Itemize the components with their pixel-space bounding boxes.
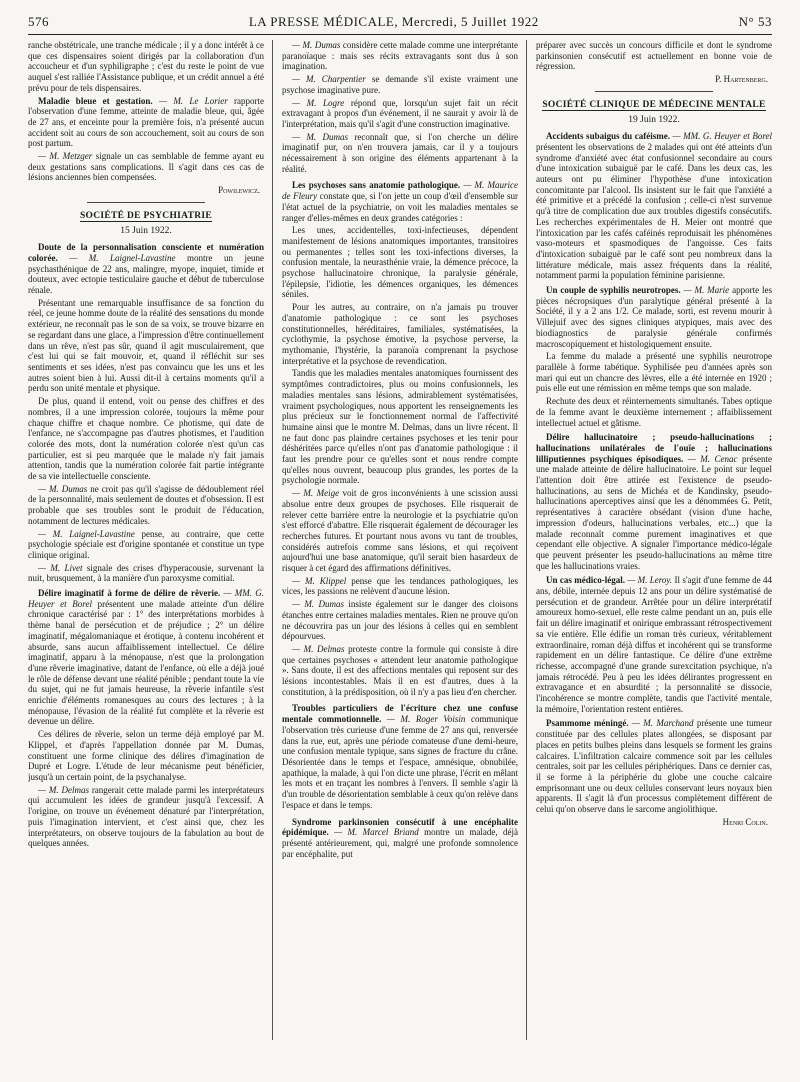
article-body: rapporte l'observation d'une femme, atteinte de maladie bleue, qui, âgée de 27 ans, et enceinte pour la première fois, n'a présenté aucun accident soit au cours de son accouchement, soit au cours de son post partum.: [28, 95, 264, 149]
article-author: — MM. G. Heuyer et Borel: [28, 588, 264, 609]
article-body: communique l'observation très curieuse d'une femme de 27 ans qui, renversée dans la rue, eut, après une période comateuse d'une demi-heure, une confusion mentale typique, sans signes de fracture du crâne. Désorientée dans le temps et l'espace, amnésique, obnubilée, apathique, la malade, à qui l'on dicte une phrase, l'écrit en mêlant les mots et en traçant les nombres à l'envers. Il semble s'agir là d'un trouble de désorientation semblable à ceux qu'on relève dans l'espace et dans le temps.: [282, 714, 518, 810]
column-divider: [272, 40, 273, 1040]
article-psychoses: [282, 180, 518, 223]
article-medico-legal: [536, 575, 772, 714]
paragraph-text: rangerait cette malade parmi les interprétateurs qui accumulent les idées de grandeur jusqu'à l'excessif. A l'origine, on trouve un événement dénaturé par l'interprétation, puis l'imagination intervient, et c'est ainsi que, chez les interprétateurs, on observe toujours de la fabulation au bout de quelques années.: [28, 784, 264, 849]
paragraph: [282, 132, 518, 175]
paragraph-text: ne croit pas qu'il s'agisse de dédoublement réel de la personnalité, mais seulement de doutes et d'obsession. Il est probable que ses troubles sont le produit de l'éducation, notamment de lectures médicales.: [28, 483, 264, 526]
article-psammome: [536, 718, 772, 814]
column-left: [28, 40, 264, 1070]
speaker: — M. Klippel: [292, 575, 347, 586]
paragraph: [28, 151, 264, 183]
divider: [595, 91, 713, 92]
paragraph: Rechute des deux et réinternements simultanés. Tabes optique de la femme avant le deuxième internement ; affaiblissement intellectuel actuel et gâtisme.: [536, 396, 772, 428]
paragraph-text: pense que les tendances pathologiques, les vices, les passions ne relèvent d'aucune lésion.: [282, 575, 518, 597]
paragraph: [282, 40, 518, 72]
article-author: — M. Le Lorier: [159, 95, 228, 106]
section-heading: SOCIÉTÉ DE PSYCHIATRIE: [79, 210, 213, 221]
article-cafeisme: [536, 131, 772, 281]
section-heading: SOCIÉTÉ CLINIQUE DE MÉDECINE MENTALE: [542, 99, 766, 110]
speaker: — M. Livet: [38, 562, 83, 573]
paragraph: [282, 576, 518, 597]
article-author: — M. Roger Voisin: [386, 714, 466, 725]
paragraph-text: répond que, lorsqu'un sujet fait un récit extravagant à propos d'un événement, il ne saurait y avoir là de l'interprétation, mais qu'il s'agit d'une construction imaginative.: [282, 97, 518, 129]
paragraph: De plus, quand il entend, voit ou pense des chiffres et des nombres, il a une impression colorée, toujours la même pour chaque chiffre et chaque nombre. Ce photisme, qui date de l'enfance, ne s'accompagne pas d'autres photismes, et l'audition colorée des mots, dont la numération colorée n'est qu'un cas particulier, est si peu marquée que le malade n'y fait jamais attention, tandis que la numération colorée fait partie intégrante de sa vie intellectuelle consciente.: [28, 396, 264, 482]
speaker: — M. Delmas: [292, 643, 345, 654]
paragraph: ranche obstétricale, une tranche médicale ; il y a donc intérêt à ce que ces dispensaires soient dirigés par la collaboration d'un accoucheur et d'un syphiligraphe ; c'est du reste le point de vue auquel s'est ralliée l'Assistance publique, et un crédit annuel a été prévu pour de tels dispensaires.: [28, 40, 264, 93]
paragraph: [28, 484, 264, 527]
article-title: Psammome méningé.: [546, 718, 629, 729]
speaker: — M. Dumas: [292, 131, 349, 142]
signature: Henri Colin.: [722, 816, 768, 827]
paragraph-text: reconnaît que, si l'on cherche un délire imaginatif pur, on n'en trouvera jamais, car il y a toujours nécessairement à son origine des éléments appartenant à la réalité.: [282, 131, 518, 174]
signature: P. Hartenberg.: [715, 74, 768, 85]
article-title: Accidents subaigus du caféisme.: [546, 131, 670, 142]
speaker: — M. Laignel-Lavastine: [38, 528, 135, 539]
paragraph: Ces délires de rêverie, selon un terme déjà employé par M. Klippel, et d'après l'appellation donnée par M. Dumas, constituent une forme clinique des délires d'imagination de Dupré et Logre. L'étude de leur mécanisme peut bénéficier, jusqu'à un certain point, de la psychanalyse.: [28, 729, 264, 782]
section-date: 19 Juin 1922.: [628, 114, 680, 125]
article-title: Syndrome parkinsonien consécutif à une encéphalite épidémique.: [282, 816, 518, 838]
paragraph: [282, 599, 518, 642]
paragraph: [282, 74, 518, 95]
paragraph-text: se demande s'il existe vraiment une psychose imaginative pure.: [282, 74, 518, 95]
article-body: présentent une malade atteinte d'un délire chronique caractérisé par : 1° des interprétations morbides à thème banal de persécution et de préjudice ; 2° un délire imaginatif, mégalomaniaque et érotique, à contenu incohérent et absurde, sans aucun affaiblissement intellectuel. Ce délire imaginatif, apparu à la ménopause, n'est que la prolongation d'une rêverie imaginative, datant de l'enfance, où elle a déjà joué le rôle de défense devant une réalité pénible ; pendant toute la vie du sujet, qui ne fut jamais heureuse, la rêverie infantile s'est enrichie d'éléments romanesques au cours des lectures ; à la ménopause, l'évasion de la réalité fut complète et la rêverie est devenue un délire.: [28, 598, 264, 727]
column-right: [536, 40, 772, 1070]
article-author: — M. Marcel Briand: [334, 827, 419, 838]
paragraph-text: pense, au contraire, que cette psychologie spéciale est d'origine spontanée et constitue un type clinique original.: [28, 528, 264, 560]
article-body: présentent les observations de 2 malades qui ont été atteints d'un syndrome d'anxiété avec état confusionnel secondaire au cours d'une intoxication subaiguë par le café. Dans les deux cas, les auteurs ont pu éliminer l'hypothèse d'une intoxication concomitante par l'alcool. Ils insistent sur le fait que l'anxiété a été primitive et a précédé la confusion ; celle-ci n'est survenue qu'à titre de complication due aux troubles digestifs consécutifs. Les recherches expérimentales de H. Meier ont montré que l'intoxication par les cafés caféinés reproduisait les phénomènes vaso-moteurs et spasmodiques de l'angoisse. Ces faits d'intoxication subaiguë par le café sont peu nombreux dans la littérature médicale, mais assez fréquents dans la réalité, notamment parmi la population féminine parisienne.: [536, 141, 772, 281]
article-body: présente une malade atteinte de délire hallucinatoire. Le point sur lequel l'attention doit être attirée est l'existence de pseudo-hallucinations, au sens de Michéa et de Kandinsky, pseudo-hallucinations aperceptives ainsi que les a dénommées G. Petit, représentatives à caractère obsédant (vision d'une hache, impression d'odeurs, hallucinations verbales, etc...) que la malade reconnaît comme purement imaginatives et que cependant elle objective. A signaler l'importance médico-légale que peuvent présenter les pseudo-hallucinations au même titre que les hallucinations vraies.: [536, 453, 772, 571]
article-body: Il s'agit d'une femme de 44 ans, débile, internée depuis 12 ans pour un délire systématisé de persécution et de grandeur. Arrêtée pour un délire interprétatif amoureux homo-sexuel, elle reste calme pendant un an, puis elle fait un délire imaginatif et onirique embrassant rétrospectivement sa vie entière. Elle édifie un roman très curieux, véritablement extraordinaire, roman déjà diffus et incohérent qui se transforme rapidement en un délire fantastique. Ce délire d'une extrême richesse, accompagné d'une grande surexcitation psychique, n'a jamais rétrocédé. Peu à peu les idées délirantes progressent en extravagance et en absurdité ; la personnalité se dissocie, l'incohérence se montre complète, tandis que l'activité mentale, la mémoire, l'orientation restent entières.: [536, 575, 772, 714]
page-header: [28, 14, 772, 34]
paragraph: [282, 98, 518, 130]
article-title: Maladie bleue et gestation.: [38, 95, 153, 106]
article-author: — M. Marie: [683, 285, 730, 296]
column-divider: [526, 40, 527, 1040]
article-doute: [28, 242, 264, 296]
speaker: — M. Dumas: [38, 483, 88, 494]
speaker: — M. Dumas: [292, 599, 344, 610]
paragraph-text: proteste contre la formule qui consiste à dire que certaines psychoses « attendent leur anatomie pathologique ». Sans doute, il est des affections mentales qui reposent sur des lésions incontestables. Mais il en est d'autres, dues à la constitution, à la prédisposition, où il n'y a pas lieu d'en chercher.: [282, 643, 518, 697]
speaker: — M. Meige: [292, 488, 340, 499]
speaker: — M. Delmas: [38, 784, 89, 795]
article-title: Un couple de syphilis neurotropes.: [546, 285, 681, 296]
article-body: montre un malade, déjà présenté antérieurement, qui, malgré une profonde somnolence par encéphalite, put: [282, 827, 518, 859]
paragraph-text: considère cette malade comme une interprétante paranoïaque : mais ses récits extravagants sont dus à son imagination.: [282, 40, 518, 72]
article-title: Doute de la personnalisation consciente et numération colorée.: [28, 242, 264, 263]
article-maladie-bleue: [28, 96, 264, 150]
speaker: — M. Dumas: [292, 40, 341, 50]
article-author: — MM. G. Heuyer et Borel: [672, 131, 772, 142]
paragraph: préparer avec succès un concours difficile et dont le syndrome parkinsonien consécutif est actuellement en bonne voie de régression.: [536, 40, 772, 72]
article-title: Les psychoses sans anatomie pathologique.: [292, 180, 461, 191]
paragraph-text: voit de gros inconvénients à une scission aussi absolue entre deux groupes de psychoses. Elle risquerait de relever cette barrière entre la neurologie et la psychiatrie qu'on s'est efforcé d'abattre. Elle risquerait également de décourager les recherches futures. Et pourtant nous avons vu tant de troubles, considérés autrefois comme sans lésions, et qui reçoivent aujourd'hui une base anatomique, qu'il serait bien hasardeux de risquer à cet égard des affirmations définitives.: [282, 488, 518, 574]
paragraph: Les unes, accidentelles, toxi-infectieuses, dépendent manifestement de lésions anatomiques importantes, transitoires ou permanentes ; telles sont les toxi-infections diverses, la confusion mentale, la neurasthénie vraie, la démence précoce, la psychose hallucinatoire chronique, la paralysie générale, l'épilepsie, l'idiotie, les démences organiques, les démences séniles.: [282, 225, 518, 300]
article-author: — M. Leroy.: [627, 575, 673, 586]
page-number: 576: [28, 14, 49, 29]
article-title: Troubles particuliers de l'écriture chez une confuse mentale commotionnelle.: [282, 703, 518, 725]
paragraph: Tandis que les maladies mentales anatomiques fournissent des symptômes contradictoires, plus ou moins confusionnels, les maladies mentales sans lésions, admirablement systématisées, vraiment psychologiques, nous apportent les renseignements les plus précieux sur le fonctionnement normal de l'affectivité humaine ainsi que le montre M. Delmas, dans un livre récent. Il ne faut donc pas plaindre certaines psychoses et les tenir pour déshéritées parce qu'elles n'ont pas d'anatomie pathologique : il faut les prendre pour ce qu'elles sont et nous rendre compte qu'elles nous ouvrent, beaucoup plus grandes, les portes de la psychologie normale.: [282, 368, 518, 486]
paragraph: Présentant une remarquable insuffisance de sa fonction du réel, ce jeune homme doute de la réalité des sensations du monde extérieur, ne reconnaît pas le son de sa voix, se trouve bizarre en se regardant dans une glace, a l'impression d'être continuellement dans un rêve, n'est pas sûr, quand il agit musculairement, que c'est lui qui se fait mouvoir, et, quand il réfléchit sur ses sentiments et ses idées, n'est pas convaincu que les uns et les autres soient bien à lui. Aussi dit-il à certains moments qu'il a perdu son unité mentale et physique.: [28, 297, 264, 394]
paragraph: [28, 529, 264, 561]
article-delire: [28, 588, 264, 727]
paragraph: [282, 488, 518, 574]
header-rule: [28, 34, 772, 35]
article-author: — M. Cenac: [687, 453, 738, 464]
journal-title: LA PRESSE MÉDICALE, Mercredi, 5 Juillet 1922: [248, 14, 539, 29]
article-body: constate que, si l'on jette un coup d'œil d'ensemble sur l'état actuel de la psychiatrie, on voit les maladies mentales se ranger d'elles-mêmes en deux grandes catégories :: [282, 191, 518, 223]
section-date: 15 Juin 1922.: [120, 225, 172, 236]
article-body: montre un jeune psychasthénique de 22 ans, malingre, myope, inquiet, timide et douteux, avec ectopie testiculaire gauche et début de tuberculose rénale.: [28, 252, 264, 296]
divider: [87, 202, 205, 203]
paragraph-text: signale des crises d'hyperacousie, survenant la nuit, brusquement, à la manière d'un paroxysme comitial.: [28, 562, 264, 584]
paragraph-text: signale un cas semblable de femme ayant eu deux gestations sans complications. Il s'agit dans ces cas de lésions anciennes bien compensées.: [28, 151, 264, 183]
article-syndrome: [282, 817, 518, 860]
article-body: présente une tumeur constituée par des cellules plates allongées, se disposant par places en petits bulbes pleins dans lesquels se forment les grains calcaires. L'infiltration calcaire commence soit par les cellules centrales, soit par les cellules périphériques. Dans ce dernier cas, il se forme à la périphérie du globe une couche calcaire emprisonnant une ou deux cellules conservant leurs noyaux bien apparents. Il s'agit là d'un processus complètement différent de celui qu'on observe dans le sarcome angiolithique.: [536, 718, 772, 815]
paragraph: [282, 644, 518, 698]
article-author: — M. Laignel-Lavastine: [69, 252, 176, 263]
signature: Powilewicz.: [218, 185, 260, 196]
article-title: Délire imaginatif à forme de délire de rêverie.: [38, 588, 221, 599]
speaker: — M. Metzger: [38, 151, 93, 162]
article-title: Délire hallucinatoire ; pseudo-hallucinations ; hallucinations unilatérales de l'ouïe ; hallucinations lilliputiennes psychiques épisodiques.: [536, 432, 772, 464]
speaker: — M. Logre: [292, 97, 345, 108]
article-syphilis: [536, 285, 772, 349]
article-title: Un cas médico-légal.: [546, 575, 625, 586]
paragraph: Pour les autres, au contraire, on n'a jamais pu trouver d'anatomie pathologique : ce sont les psychoses constitutionnelles, héréditaires, familiales, systématisées, la cyclothymie, la psychose émotive, la psychose perverse, la mythomanie, l'hystérie, la paranoïa comprenant la psychose interprétative et la psychose de revendication.: [282, 302, 518, 366]
column-middle: [282, 40, 518, 1070]
article-ecriture: [282, 703, 518, 810]
article-hallucinations: [536, 432, 772, 571]
paragraph: La femme du malade a présenté une syphilis neurotrope parallèle à forme tabétique. Syphilisée peu d'années après son mari qui eut un chancre des lèvres, elle a été internée en 1920 ; puis elle eut une rémission en même temps que son malade.: [536, 351, 772, 394]
issue-number: N° 53: [738, 14, 772, 29]
paragraph: [28, 563, 264, 584]
paragraph: [28, 785, 264, 849]
article-author: — M. Marchand: [631, 718, 694, 729]
paragraph-text: insiste également sur le danger des cloisons étanches entre certaines maladies mentales. Rien ne prouve qu'on ne découvrira pas un jour des lésions à celles qui en semblent dépourvues.: [282, 599, 518, 642]
article-author: — M. Maurice de Fleury: [282, 180, 518, 202]
article-body: apporte les pièces nécropsiques d'un paralytique général présenté à la Société, il y a 2 ans 1/2. Ce malade, sorti, est revenu mourir à Villejuif avec des signes cliniques atypiques, mais avec des biodiagnostics de paralysie générale confirmés macroscopiquement et histologiquement ensuite.: [536, 285, 772, 349]
speaker: — M. Charpentier: [292, 74, 366, 85]
